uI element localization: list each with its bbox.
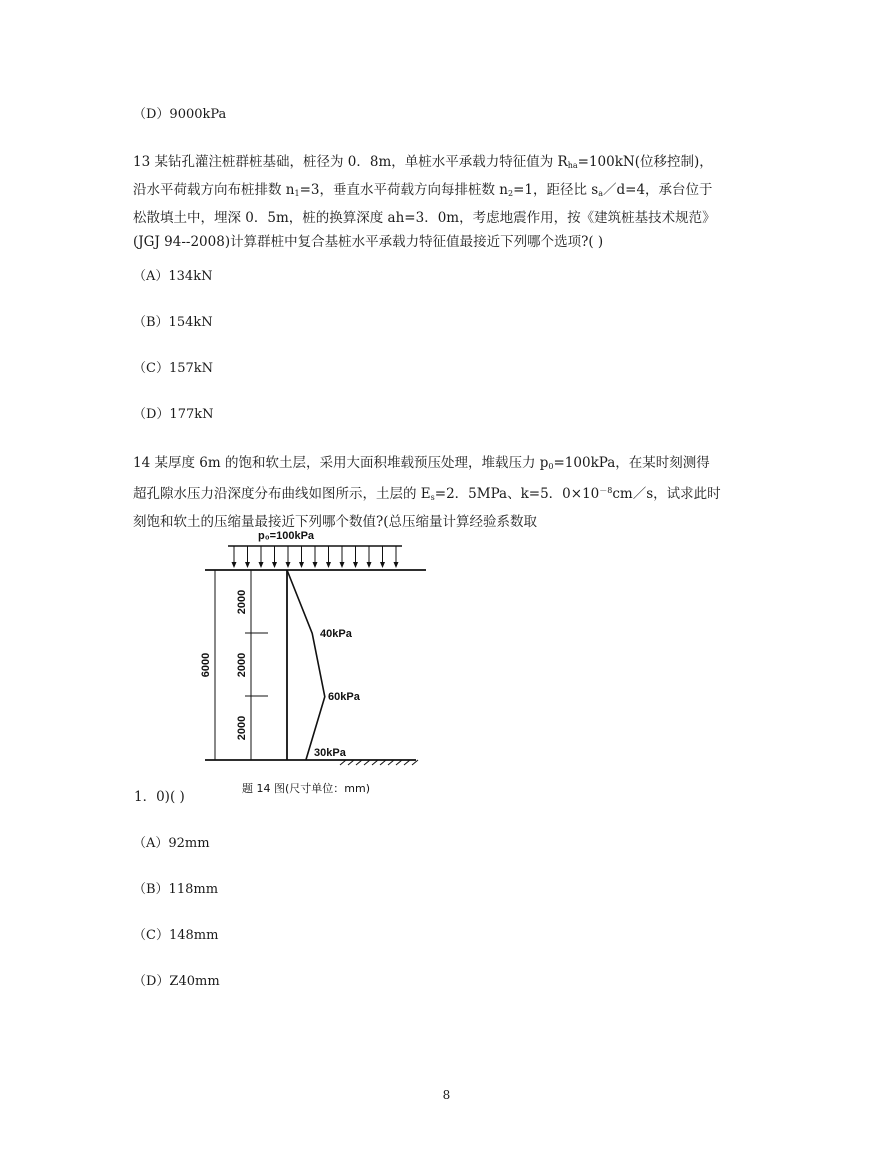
pressure-40-label: 40kPa (320, 628, 352, 640)
q14-line-2: 超孔隙水压力沿深度分布曲线如图所示，土层的 $E_s=2$．5MPa、k=5．$0\times 10^{-8}cm/s$，试求此时 (133, 486, 721, 502)
figure-caption: 题 14 图(尺寸单位：mm) (242, 782, 371, 795)
pressure-30-label: 30kPa (314, 747, 346, 759)
segment-1-label: 2000 (236, 589, 248, 615)
load-arrow-head (367, 562, 372, 568)
q12-option-d: （D）9000kPa (133, 107, 227, 122)
q14-line-3: 刻饱和软土的压缩量最接近下列哪个数值?(总压缩量计算经验系数取 (133, 514, 538, 530)
load-arrow-head (353, 562, 358, 568)
load-arrow-head (286, 562, 291, 568)
q14-option-a: （A）92mm (133, 836, 210, 851)
load-arrow-head (245, 562, 250, 568)
q14-line-1: 14 某厚度 6m 的饱和软土层，采用大面积堆载预压处理，堆载压力 $p_0=100kPa$，在某时刻测得 (133, 455, 710, 471)
question-13 (133, 150, 773, 254)
load-arrow-head (394, 562, 399, 568)
q13-line-4: (JGJ 94--2008)计算群桩中复合基桩水平承载力特征值最接近下列哪个选项?( ) (133, 234, 604, 250)
segment-3-label: 2000 (236, 715, 248, 741)
q13-option-b: （B）154kN (133, 315, 213, 330)
q14-option-b: （B）118mm (133, 882, 219, 897)
load-arrow-head (299, 562, 304, 568)
pore-pressure-curve (287, 570, 325, 760)
load-arrow-head (313, 562, 318, 568)
pore-pressure-figure (190, 522, 450, 807)
q14-option-d: （D）Z40mm (133, 974, 220, 989)
q13-option-a: （A）134kN (133, 269, 213, 284)
q13-line-1: 13 某钻孔灌注桩群桩基础，桩径为 0．8m，单桩水平承载力特征值为 $R_{ha}=100kN$(位移控制)， (133, 154, 713, 170)
load-label: p₀=100kPa (258, 530, 315, 542)
load-arrow-head (272, 562, 277, 568)
q13-line-3: 松散填土中，埋深 0．5m，桩的换算深度 ah=3．0m，考虑地震作用，按《建筑桩基技术规范》 (133, 210, 716, 226)
load-arrows (232, 546, 399, 568)
load-arrow-head (259, 562, 264, 568)
page-number: 8 (442, 1088, 451, 1102)
q13-option-c: （C）157kN (133, 361, 214, 376)
pressure-60-label: 60kPa (328, 691, 360, 703)
segment-2-label: 2000 (236, 652, 248, 678)
load-arrow-head (340, 562, 345, 568)
q13-line-2: 沿水平荷载方向布桩排数 $n_1=3$，垂直水平荷载方向每排桩数 $n_2=1$，距径比 $s_a/d=4$，承台位于 (133, 182, 713, 198)
q14-line-4: 1．0)( ) (134, 789, 185, 805)
load-arrow-head (232, 562, 237, 568)
q14-option-c: （C）148mm (133, 928, 219, 943)
load-arrow-head (380, 562, 385, 568)
q13-option-d: （D）177kN (133, 407, 214, 422)
total-depth-label: 6000 (200, 652, 212, 678)
load-arrow-head (326, 562, 331, 568)
